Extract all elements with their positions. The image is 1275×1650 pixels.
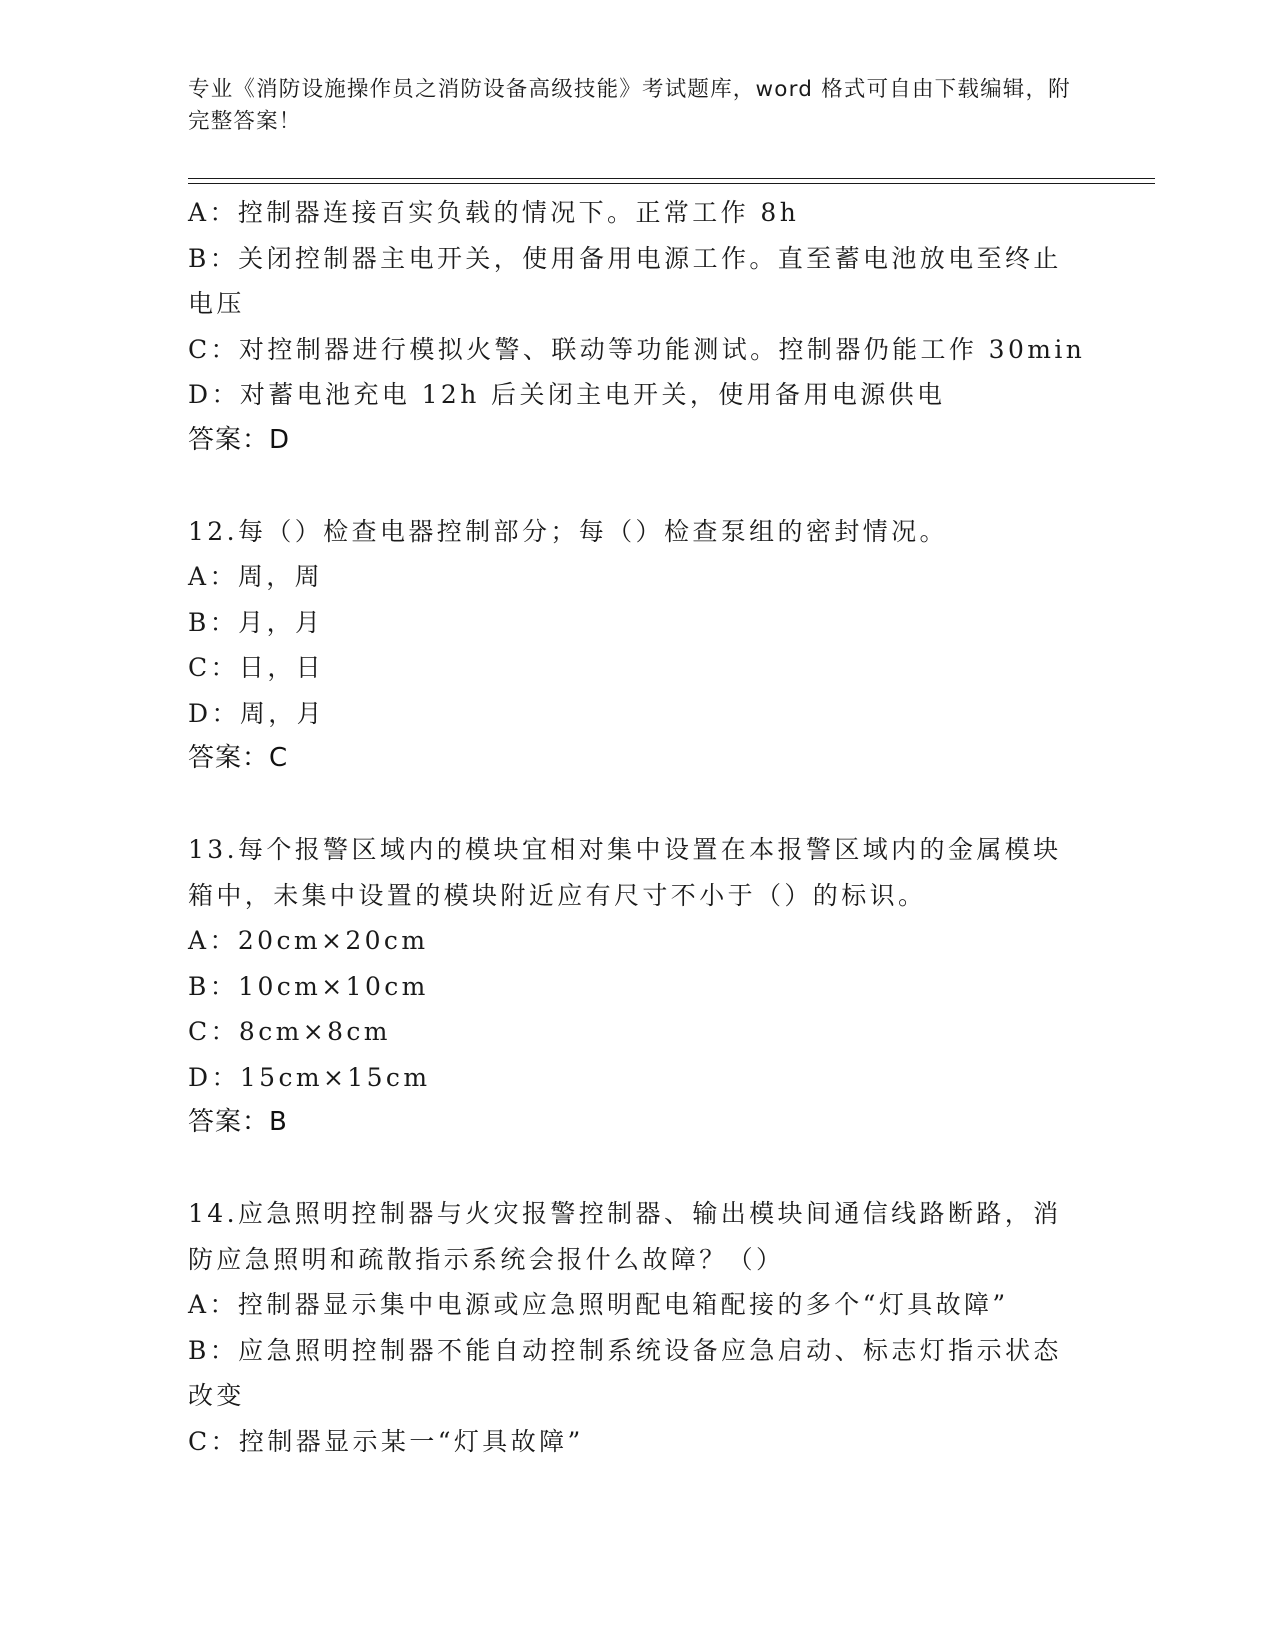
- option-a: A：20cm×20cm: [188, 926, 429, 955]
- option-b: B：月，月: [188, 607, 324, 637]
- header-divider-top: [188, 178, 1155, 179]
- option-a: A：周，周: [188, 562, 324, 591]
- question-13: [188, 827, 1088, 1146]
- option-c: C：日，日: [188, 653, 325, 682]
- question-11-continued: [188, 190, 1088, 463]
- spacer: [188, 463, 1088, 509]
- option-c: C：8cm×8cm: [188, 1017, 391, 1046]
- option-b: B：10cm×10cm: [188, 971, 429, 1001]
- question-text: 14.应急照明控制器与火灾报警控制器、输出模块间通信线路断路，消防应急照明和疏散指示系统会报什么故障？（）: [188, 1199, 1062, 1274]
- option-c: C：控制器显示某一“灯具故障”: [188, 1426, 584, 1456]
- option-a: A：控制器显示集中电源或应急照明配电箱配接的多个“灯具故障”: [188, 1290, 1009, 1319]
- answer-line: 答案：D: [188, 424, 291, 455]
- option-c: C：对控制器进行模拟火警、联动等功能测试。控制器仍能工作 30min: [188, 334, 1086, 364]
- option-d: D：15cm×15cm: [188, 1062, 431, 1092]
- option-d: D：周，月: [188, 698, 326, 728]
- option-a: A：控制器连接百实负载的情况下。正常工作 8h: [188, 198, 800, 227]
- question-content: [188, 190, 1088, 1464]
- spacer: [188, 1146, 1088, 1192]
- question-12: [188, 509, 1088, 782]
- header-divider-bottom: [188, 183, 1155, 184]
- question-14: [188, 1191, 1088, 1464]
- option-b: B：应急照明控制器不能自动控制系统设备应急启动、标志灯指示状态改变: [188, 1335, 1062, 1410]
- question-text: 12.每（）检查电器控制部分；每（）检查泵组的密封情况。: [188, 516, 948, 546]
- page-header: 专业《消防设施操作员之消防设备高级技能》考试题库，word 格式可自由下载编辑，附完整答案！: [188, 77, 1071, 134]
- question-text: 13.每个报警区域内的模块宜相对集中设置在本报警区域内的金属模块箱中，未集中设置的模块附近应有尺寸不小于（）的标识。: [188, 835, 1062, 910]
- option-d: D：对蓄电池充电 12h 后关闭主电开关，使用备用电源供电: [188, 380, 946, 409]
- answer-line: 答案：B: [188, 1107, 288, 1137]
- spacer: [188, 782, 1088, 828]
- option-b: B：关闭控制器主电开关，使用备用电源工作。直至蓄电池放电至终止电压: [188, 243, 1062, 318]
- answer-line: 答案：C: [188, 743, 289, 773]
